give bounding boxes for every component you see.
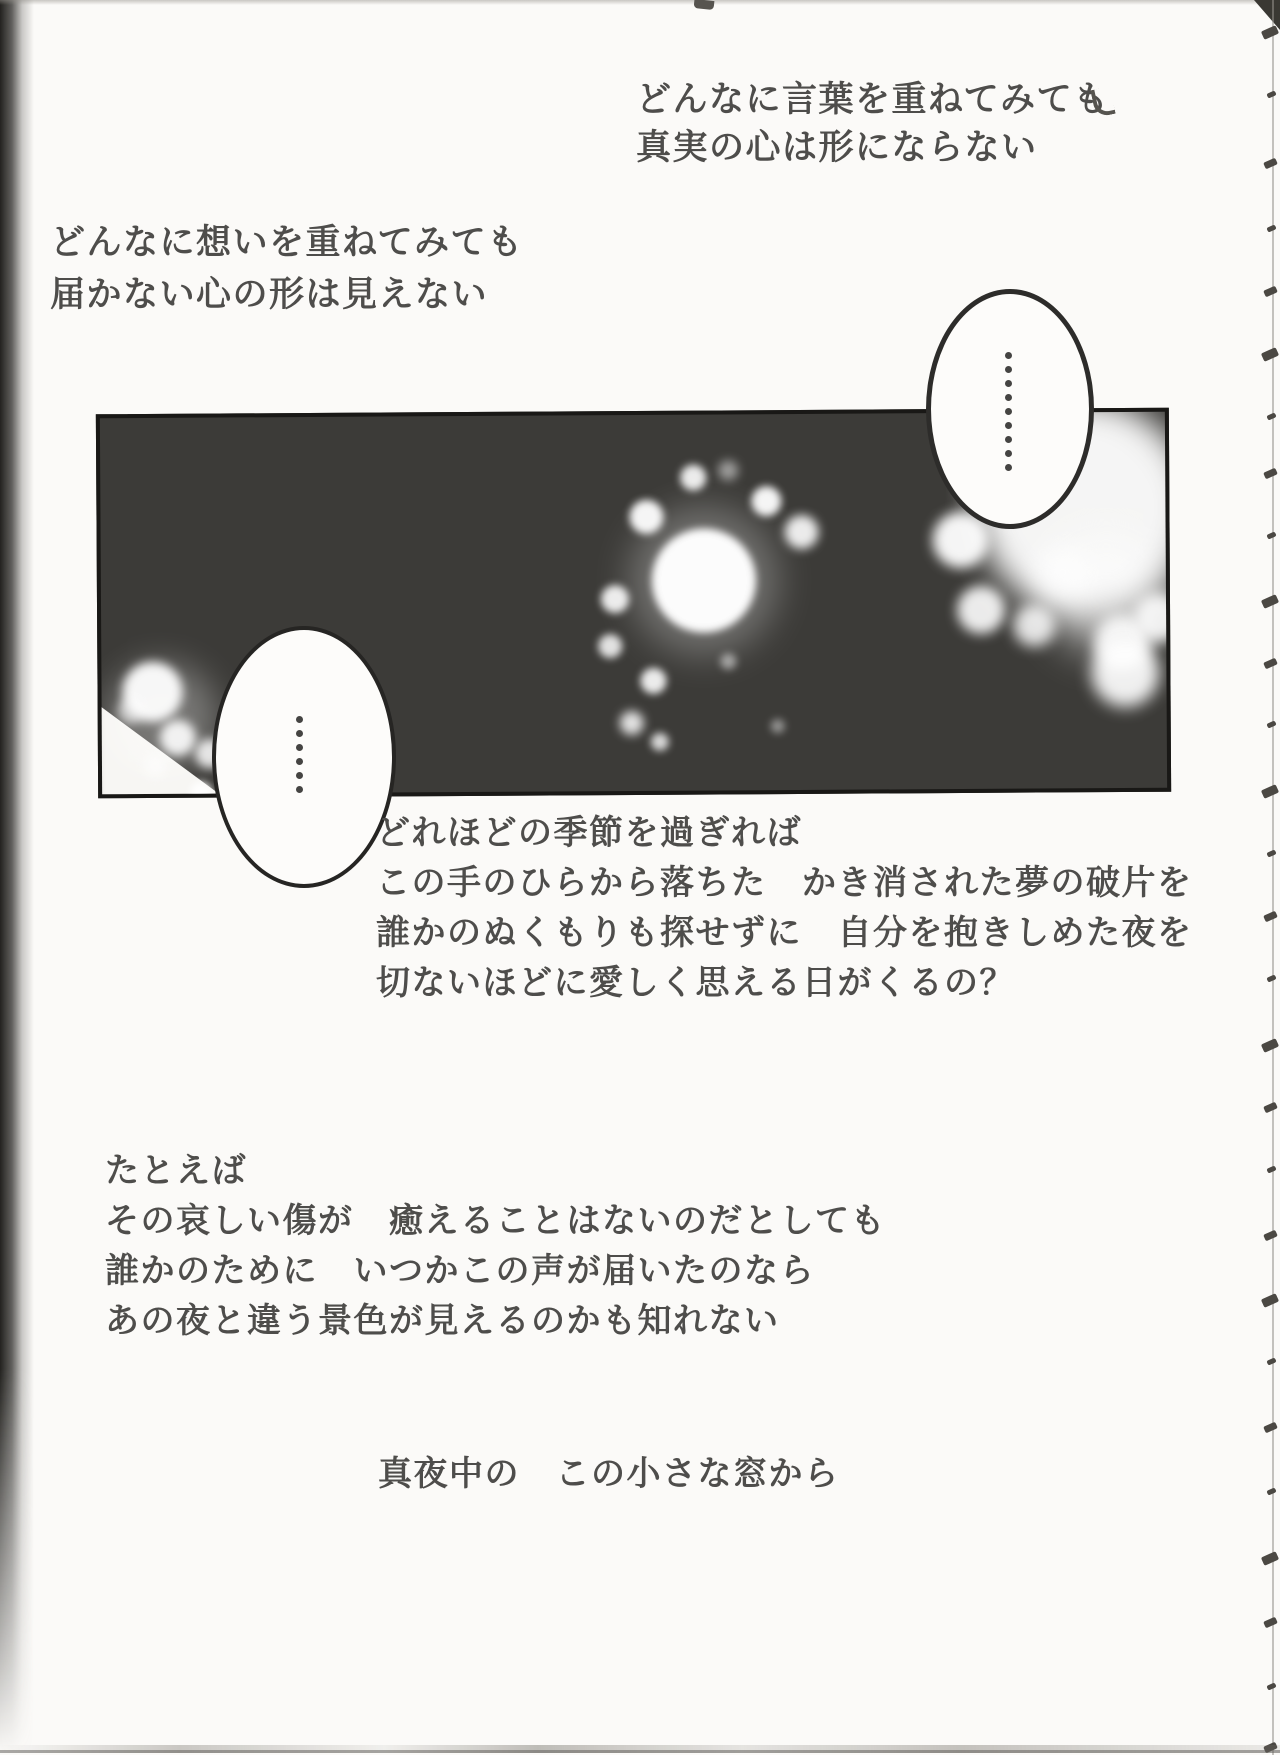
poem-line: たとえば — [105, 1151, 247, 1191]
stitch-mark — [1263, 1422, 1278, 1434]
poem-line: あの夜と違う景色が見えるのかも知れない — [105, 1301, 780, 1341]
bokeh-light — [598, 634, 622, 658]
ellipsis-bubble-bottom-left — [212, 626, 396, 888]
stitch-mark — [1261, 594, 1279, 609]
poem-line: どれほどの季節を過ぎれば — [376, 813, 802, 853]
ellipsis-dot — [1005, 450, 1012, 457]
vertical-ellipsis-dots — [1005, 352, 1012, 471]
top-right-corner-mark — [1254, 0, 1280, 30]
stitch-mark — [1263, 158, 1278, 170]
ellipsis-dot — [296, 786, 303, 793]
poem-stanza-5 — [378, 1450, 840, 1498]
poem-line: 誰かのぬくもりも探せずに 自分を抱きしめた夜を — [376, 913, 1193, 953]
poem-line: この手のひらから落ちた かき消された夢の破片を — [376, 863, 1193, 903]
page-top-edge — [0, 0, 1280, 5]
bokeh-light — [957, 586, 1005, 634]
vertical-ellipsis-dots — [296, 716, 303, 793]
ellipsis-dot — [1005, 380, 1012, 387]
bokeh-light — [751, 486, 781, 516]
ellipsis-dot — [1005, 464, 1012, 471]
stitch-mark — [1261, 347, 1279, 362]
top-edge-mark — [694, 0, 715, 10]
poem-line: 誰かのために いつかこの声が届いたのなら — [105, 1251, 815, 1291]
ellipsis-dot — [1005, 408, 1012, 415]
bokeh-light — [160, 720, 196, 756]
ellipsis-dot — [1005, 394, 1012, 401]
bokeh-light — [1037, 546, 1089, 598]
bokeh-light — [118, 698, 144, 724]
bokeh-light — [190, 782, 212, 799]
ellipsis-dot — [1005, 422, 1012, 429]
bokeh-light — [1091, 639, 1159, 707]
stitch-mark — [1261, 25, 1279, 40]
poem-line: 届かない心の形は見えない — [50, 275, 489, 315]
bokeh-light — [680, 465, 706, 491]
ellipsis-dot — [1005, 352, 1012, 359]
poem-line: どんなに想いを重ねてみても — [50, 223, 524, 263]
bokeh-light — [718, 460, 738, 480]
page-bottom-edge — [0, 1745, 1280, 1753]
bokeh-light — [144, 755, 166, 777]
poem-stanza-1 — [636, 76, 1110, 172]
ellipsis-bubble-top-right — [926, 289, 1094, 529]
bokeh-light — [651, 733, 669, 751]
poem-line: その哀しい傷が 癒えることはないのだとしても — [105, 1201, 886, 1241]
bokeh-light — [720, 653, 736, 669]
ellipsis-dot — [296, 730, 303, 737]
poem-stanza-2 — [50, 217, 524, 321]
stitch-mark — [1263, 911, 1278, 923]
poem-line: 真夜中の この小さな窓から — [378, 1454, 840, 1494]
stitch-mark — [1261, 1293, 1279, 1308]
stitch-mark — [1263, 286, 1278, 298]
poem-stanza-4 — [105, 1146, 886, 1346]
ellipsis-dot — [296, 758, 303, 765]
stitch-mark — [1261, 1038, 1279, 1053]
stitch-mark — [1263, 658, 1278, 670]
stitch-mark — [1263, 1230, 1278, 1242]
ellipsis-dot — [296, 744, 303, 751]
ellipsis-dot — [296, 772, 303, 779]
poem-stanza-3 — [376, 808, 1193, 1008]
poem-line: 真実の心は形にならない — [636, 128, 1038, 168]
ellipsis-dot — [1005, 436, 1012, 443]
ellipsis-dot — [296, 716, 303, 723]
poem-line: どんなに言葉を重ねてみても — [636, 80, 1110, 120]
stitch-mark — [1261, 1551, 1279, 1566]
stitch-mark — [1261, 784, 1279, 799]
bokeh-light — [620, 711, 644, 735]
bokeh-light — [640, 668, 666, 694]
stitch-mark — [1263, 468, 1278, 480]
stitch-mark — [1263, 1617, 1278, 1629]
book-gutter-shadow — [0, 0, 34, 1755]
bokeh-light — [1013, 604, 1055, 646]
bokeh-light — [629, 500, 663, 534]
bokeh-light — [601, 585, 629, 613]
bokeh-light — [771, 719, 785, 733]
bokeh-light — [784, 515, 818, 549]
ellipsis-dot — [1005, 366, 1012, 373]
poem-line: 切ないほどに愛しく思える日がくるの？ — [376, 963, 1015, 1003]
stitch-mark — [1263, 1102, 1278, 1114]
